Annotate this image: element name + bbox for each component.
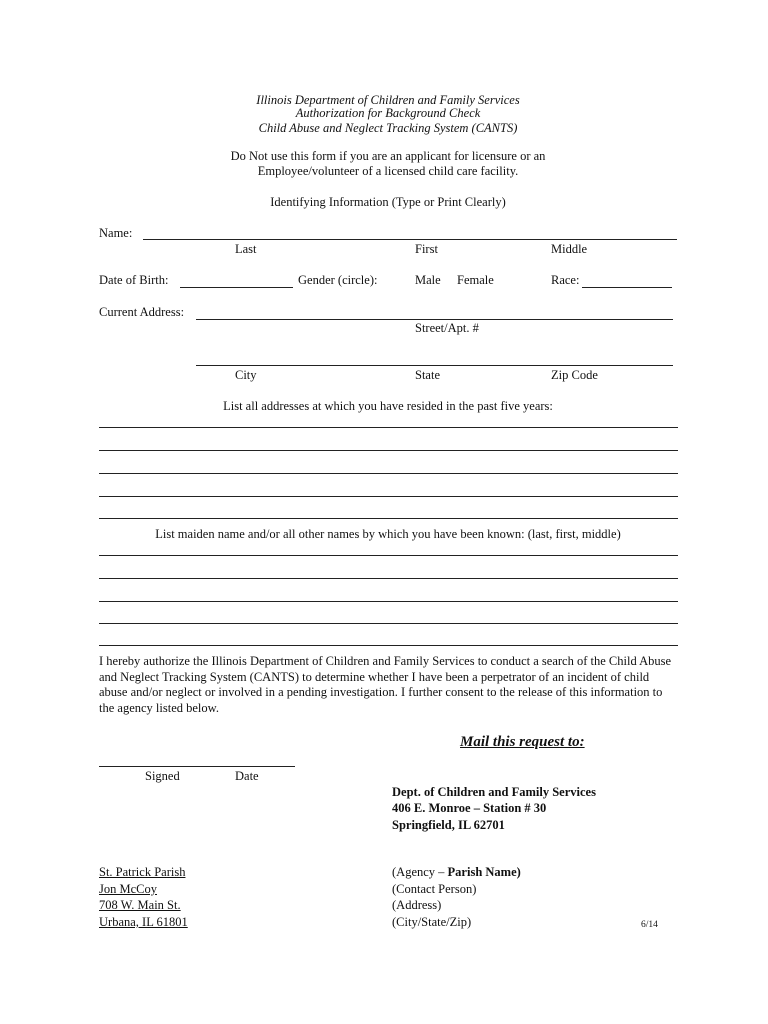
address-state-caption: State (415, 368, 440, 382)
mail-to-line-2: 406 E. Monroe – Station # 30 (392, 801, 547, 815)
agency-city-value: Urbana, IL 61801 (99, 915, 188, 929)
name-field[interactable] (143, 239, 677, 240)
address-street-field[interactable] (196, 319, 673, 320)
prior-address-line-4[interactable] (99, 496, 678, 497)
agency-address-label: (Address) (392, 898, 442, 912)
notice-line-2: Employee/volunteer of a licensed child care facility. (257, 164, 519, 178)
name-last-caption: Last (235, 242, 257, 256)
notice-line-1: Do Not use this form if you are an applicant for licensure or an (230, 149, 546, 163)
authorization-statement: I hereby authorize the Illinois Department of Children and Family Services to conduct a search of the Child Abuse and Neglect Tracking System (CANTS) to determine whether I have been a perpetrator of an incident of child abuse and/or neglect or involved in a pending investigation. I further consent to the release of this information to the agency listed below. (99, 654, 672, 715)
prior-address-line-3[interactable] (99, 473, 678, 474)
mail-to-line-1: Dept. of Children and Family Services (392, 785, 596, 799)
address-zip-caption: Zip Code (551, 368, 598, 382)
agency-name-label (392, 865, 521, 880)
address-street-caption: Street/Apt. # (415, 321, 479, 335)
agency-label-bold: Parish Name) (447, 865, 521, 879)
other-names-prompt: List maiden name and/or all other names by which you have been known: (last, first, middle) (155, 527, 621, 541)
header-form-title: Authorization for Background Check (295, 106, 481, 120)
mail-to-line-3: Springfield, IL 62701 (392, 818, 505, 832)
address-city-field[interactable] (196, 365, 673, 366)
mail-heading: Mail this request to: (460, 734, 585, 750)
signed-caption: Signed (145, 769, 180, 783)
section-title: Identifying Information (Type or Print Clearly) (270, 195, 506, 209)
other-name-line-4[interactable] (99, 623, 678, 624)
prior-address-line-5[interactable] (99, 518, 678, 519)
prior-addresses-prompt: List all addresses at which you have resided in the past five years: (223, 399, 553, 413)
race-field[interactable] (582, 287, 672, 288)
header-system: Child Abuse and Neglect Tracking System (CANTS) (258, 121, 518, 135)
other-name-line-2[interactable] (99, 578, 678, 579)
dob-label: Date of Birth: (99, 273, 169, 287)
prior-address-line-1[interactable] (99, 427, 678, 428)
gender-label: Gender (circle): (298, 273, 378, 287)
other-name-line-3[interactable] (99, 601, 678, 602)
address-city-caption: City (235, 368, 257, 382)
other-name-line-5[interactable] (99, 645, 678, 646)
gender-male-option[interactable]: Male (415, 273, 441, 287)
name-middle-caption: Middle (551, 242, 588, 256)
agency-contact-label: (Contact Person) (392, 882, 477, 896)
signature-field[interactable] (99, 766, 295, 767)
name-label: Name: (99, 226, 133, 240)
agency-name-value: St. Patrick Parish (99, 865, 186, 879)
prior-address-line-2[interactable] (99, 450, 678, 451)
header-agency: Illinois Department of Children and Family Services (256, 93, 520, 107)
form-revision-date: 6/14 (641, 920, 658, 930)
agency-address-value: 708 W. Main St. (99, 898, 181, 912)
name-first-caption: First (415, 242, 438, 256)
agency-city-label: (City/State/Zip) (392, 915, 472, 929)
dob-field[interactable] (180, 287, 293, 288)
date-caption: Date (235, 769, 259, 783)
agency-label-prefix: (Agency – (392, 865, 448, 879)
other-name-line-1[interactable] (99, 555, 678, 556)
gender-female-option[interactable]: Female (457, 273, 494, 287)
race-label: Race: (551, 273, 580, 287)
address-label: Current Address: (99, 305, 185, 319)
agency-contact-value: Jon McCoy (99, 882, 157, 896)
